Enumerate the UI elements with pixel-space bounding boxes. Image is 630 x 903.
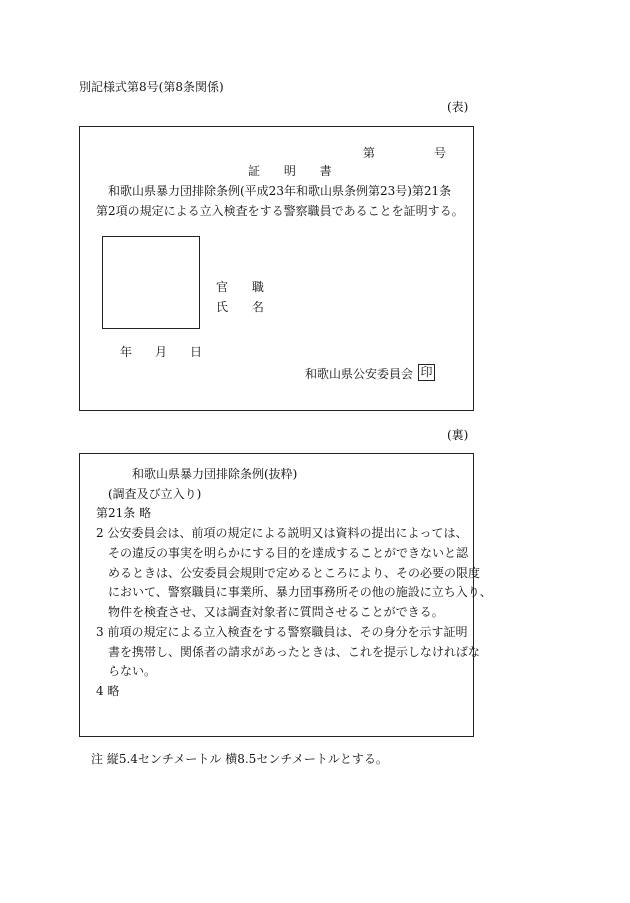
seal-stamp: 印 [418, 364, 435, 381]
date-day: 日 [190, 345, 203, 359]
size-footnote: 注 縦5.4センチメートル 横8.5センチメートルとする。 [91, 752, 388, 766]
photo-box [102, 236, 200, 329]
date-month: 月 [155, 345, 168, 359]
clause-line: その違反の事実を明らかにする目的を達成することができないと認 [108, 546, 469, 560]
clause-line: 物件を検査させ、又は調査対象者に質問させることができる。 [108, 605, 444, 619]
section-subtitle: (調査及び立入り) [108, 487, 202, 501]
number-suffix: 号 [434, 146, 447, 160]
back-side-label: (裏) [447, 428, 469, 442]
clause-line: めるときは、公安委員会規則で定めるところにより、その必要の限度 [108, 566, 481, 580]
form-label: 別記様式第8号(第8条関係) [79, 80, 224, 94]
clause-line: 2 公安委員会は、前項の規定による説明又は資料の提出によっては、 [96, 526, 468, 540]
issuer: 和歌山県公安委員会 [305, 367, 414, 381]
certificate-body-line1: 和歌山県暴力団排除条例(平成23年和歌山県条例第23号)第21条 [108, 184, 452, 198]
certificate-title: 証 明 書 [248, 164, 342, 178]
certificate-body-line2: 第2項の規定による立入検査をする警察職員であることを証明する。 [96, 204, 464, 218]
name-label: 氏 名 [216, 300, 274, 314]
ordinance-title: 和歌山県暴力団排除条例(抜粋) [132, 467, 298, 481]
front-side-label: (表) [447, 100, 469, 114]
rank-label: 官 職 [216, 280, 274, 294]
date-year: 年 [120, 345, 133, 359]
clause-line: 3 前項の規定による立入検査をする警察職員は、その身分を示す証明 [96, 625, 468, 639]
number-prefix: 第 [363, 146, 376, 160]
article-heading: 第21条 略 [96, 506, 152, 520]
clause-line: 4 略 [96, 684, 120, 698]
clause-line: らない。 [108, 664, 157, 678]
clause-line: において、警察職員に事業所、暴力団事務所その他の施設に立ち入り、 [108, 585, 492, 599]
clause-line: 書を携帯し、関係者の請求があったときは、これを提示しなければな [108, 645, 480, 659]
